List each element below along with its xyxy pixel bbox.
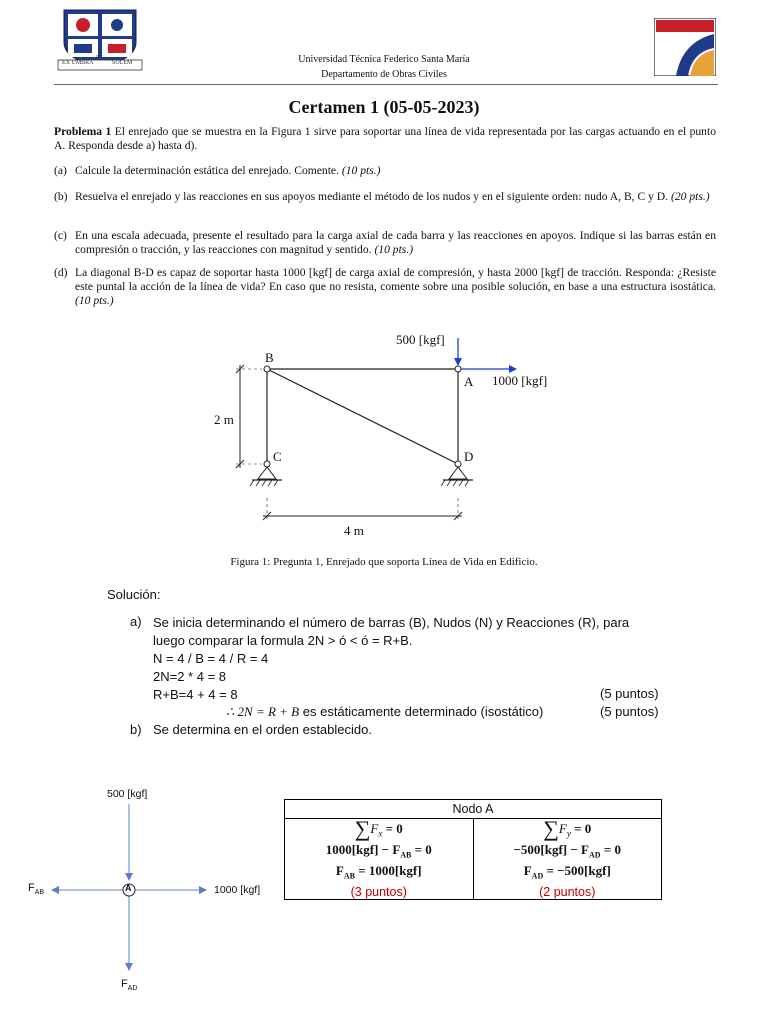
height-label: 2 m (214, 412, 234, 427)
item-c-label: (c) (54, 229, 67, 242)
load-vertical-label: 500 [kgf] (396, 332, 445, 347)
joint-c (264, 461, 270, 467)
nodo-fy-eq2 (474, 863, 662, 885)
solution-a-pts2: (5 puntos) (600, 704, 659, 719)
item-b-pts: (20 pts.) (670, 190, 710, 203)
nodo-fy-eq1-sub: AD (589, 850, 601, 860)
nodo-fx-pts: (3 puntos) (350, 884, 407, 899)
solution-a-line3: N = 4 / B = 4 / R = 4 (153, 651, 269, 666)
nodo-fx-eq1-sub: AB (400, 850, 412, 860)
nodo-fx-zero: = 0 (385, 821, 403, 836)
item-a-pts: (10 pts.) (341, 164, 381, 177)
solution-a-block (153, 614, 629, 704)
fbd-left-force-main: F (28, 882, 35, 894)
university-name: Universidad Técnica Federico Santa María (298, 54, 470, 65)
nodo-fy-eq1 (474, 842, 662, 864)
item-b-label: (b) (54, 190, 68, 203)
nodo-fy-eq2-sub: AD (531, 871, 544, 881)
nodo-fx-eq2-lhs: F (335, 863, 344, 879)
node-c-label: C (273, 449, 282, 464)
node-d-label: D (464, 449, 474, 464)
joint-b (264, 366, 270, 372)
nodo-a-header: Nodo A (285, 800, 662, 819)
solution-b-label: b) (130, 722, 142, 737)
item-a-label: (a) (54, 164, 67, 177)
nodo-fy-sum-sub: y (566, 828, 571, 839)
solution-a-line4: 2N=2 * 4 = 8 (153, 669, 226, 684)
solution-heading: Solución: (107, 587, 161, 602)
nodo-fy-zero: = 0 (574, 821, 592, 836)
nodo-fy-eq1-end: = 0 (603, 841, 621, 857)
node-b-label: B (265, 350, 274, 365)
solution-a-math: ∴ 2N = R + B (226, 704, 300, 719)
item-d-text: La diagonal B-D es capaz de soportar hasta 1000 [kgf] de carga axial de compresión, y hasta 2000 [kgf] de tracción. Responda: ¿Resiste este puntal la acción de la línea de vida? En caso que no resista, comente sobre una posible solución, en base a una estructura isostática. (75, 266, 716, 293)
nodo-fy-eq2-rhs: = −500[kgf] (546, 863, 611, 879)
item-c-text: En una escala adecuada, presente el resultado para la carga axial de cada barra y las reacciones en apoyos. Indique si las barras están en compresión o tracción, y las reacciones con magnitud y sentido. (75, 229, 716, 256)
motto-ex-umbra: EX UMBRA (62, 60, 94, 66)
solution-a-label: a) (130, 614, 142, 629)
nodo-fx-eq2 (285, 863, 473, 885)
fbd-right-load: 1000 [kgf] (214, 884, 261, 896)
figure-caption: Figura 1: Pregunta 1, Enrejado que soporta Línea de Vida en Edificio. (230, 556, 538, 568)
node-a-label: A (464, 374, 474, 389)
joint-a (455, 366, 461, 372)
nodo-fx-sum-f: F (370, 821, 379, 836)
problem-intro-text: El enrejado que se muestra en la Figura 1 sirve para soportar una línea de vida representada por las cargas actuando en el punto A. Responda desde a) hasta d). (54, 125, 717, 152)
nodo-fx-eq1-end: = 0 (414, 841, 432, 857)
nodo-fx-eq2-sub: AB (343, 871, 355, 881)
nodo-fx-eq2-rhs: = 1000[kgf] (358, 863, 422, 879)
problem-label: Problema 1 (54, 125, 112, 138)
fbd-bottom-force-main: F (121, 978, 128, 990)
bar-bd (267, 369, 458, 464)
nodo-a-fx-cell (285, 816, 474, 900)
solution-a-line5: R+B=4 + 4 = 8 (153, 687, 238, 702)
solution-a-line6 (226, 704, 543, 720)
fbd-node-label: A (125, 883, 132, 893)
nodo-fx-sum: $\sum F_x = 0$ (354, 816, 403, 841)
width-label: 4 m (344, 523, 364, 538)
solution-a-line6-text: es estáticamente determinado (isostático) (302, 704, 544, 719)
exam-title: Certamen 1 (05-05-2023) (288, 97, 480, 117)
solution-a-line1: Se inicia determinando el número de barras (B), Nudos (N) y Reacciones (R), para (153, 615, 630, 630)
nodo-fx-eq1 (285, 842, 473, 864)
height-dimension (236, 365, 262, 468)
nodo-fy-eq2-lhs: F (523, 863, 532, 879)
load-horizontal-label: 1000 [kgf] (492, 373, 548, 388)
width-dimension (263, 498, 462, 522)
department-name: Departamento de Obras Civiles (321, 69, 447, 80)
solution-a-line2: luego comparar la formula 2N > ó < ó = R+B. (153, 633, 413, 648)
joint-d (455, 461, 461, 467)
solution-a-pts1: (5 puntos) (600, 686, 659, 701)
item-d-label: (d) (54, 266, 68, 279)
item-c-pts: (10 pts.) (374, 243, 414, 256)
fbd-left-force (28, 882, 44, 896)
nodo-fy-eq1-text: −500[kgf] − F (513, 841, 589, 857)
nodo-fx-eq1-text: 1000[kgf] − F (325, 841, 401, 857)
nodo-fy-sum-f: F (558, 821, 567, 836)
fbd-bottom-force (121, 978, 137, 992)
nodo-a-table (284, 799, 662, 900)
motto-in: IN (96, 55, 103, 61)
nodo-fx-sum-sub: x (378, 828, 383, 839)
fbd-left-force-sub: AB (34, 889, 45, 897)
fbd-top-load: 500 [kgf] (107, 788, 148, 800)
support-c (250, 467, 282, 486)
nodo-fy-pts: (2 puntos) (539, 884, 596, 899)
fbd-bottom-force-sub: AD (127, 985, 138, 993)
nodo-fy-sum: $\sum F_y = 0$ (543, 816, 592, 841)
item-d-pts: (10 pts.) (75, 294, 114, 307)
motto-solem: SOLEM (112, 60, 133, 66)
item-a-text: Calcule la determinación estática del enrejado. Comente. (75, 164, 339, 177)
item-b-text: Resuelva el enrejado y las reacciones en sus apoyos mediante el método de los nudos y en el siguiente orden: nudo A, B, C y D. (75, 190, 669, 203)
nodo-a-fy-cell (473, 816, 662, 900)
solution-b-line1: Se determina en el orden establecido. (153, 722, 372, 737)
support-d (441, 467, 473, 486)
